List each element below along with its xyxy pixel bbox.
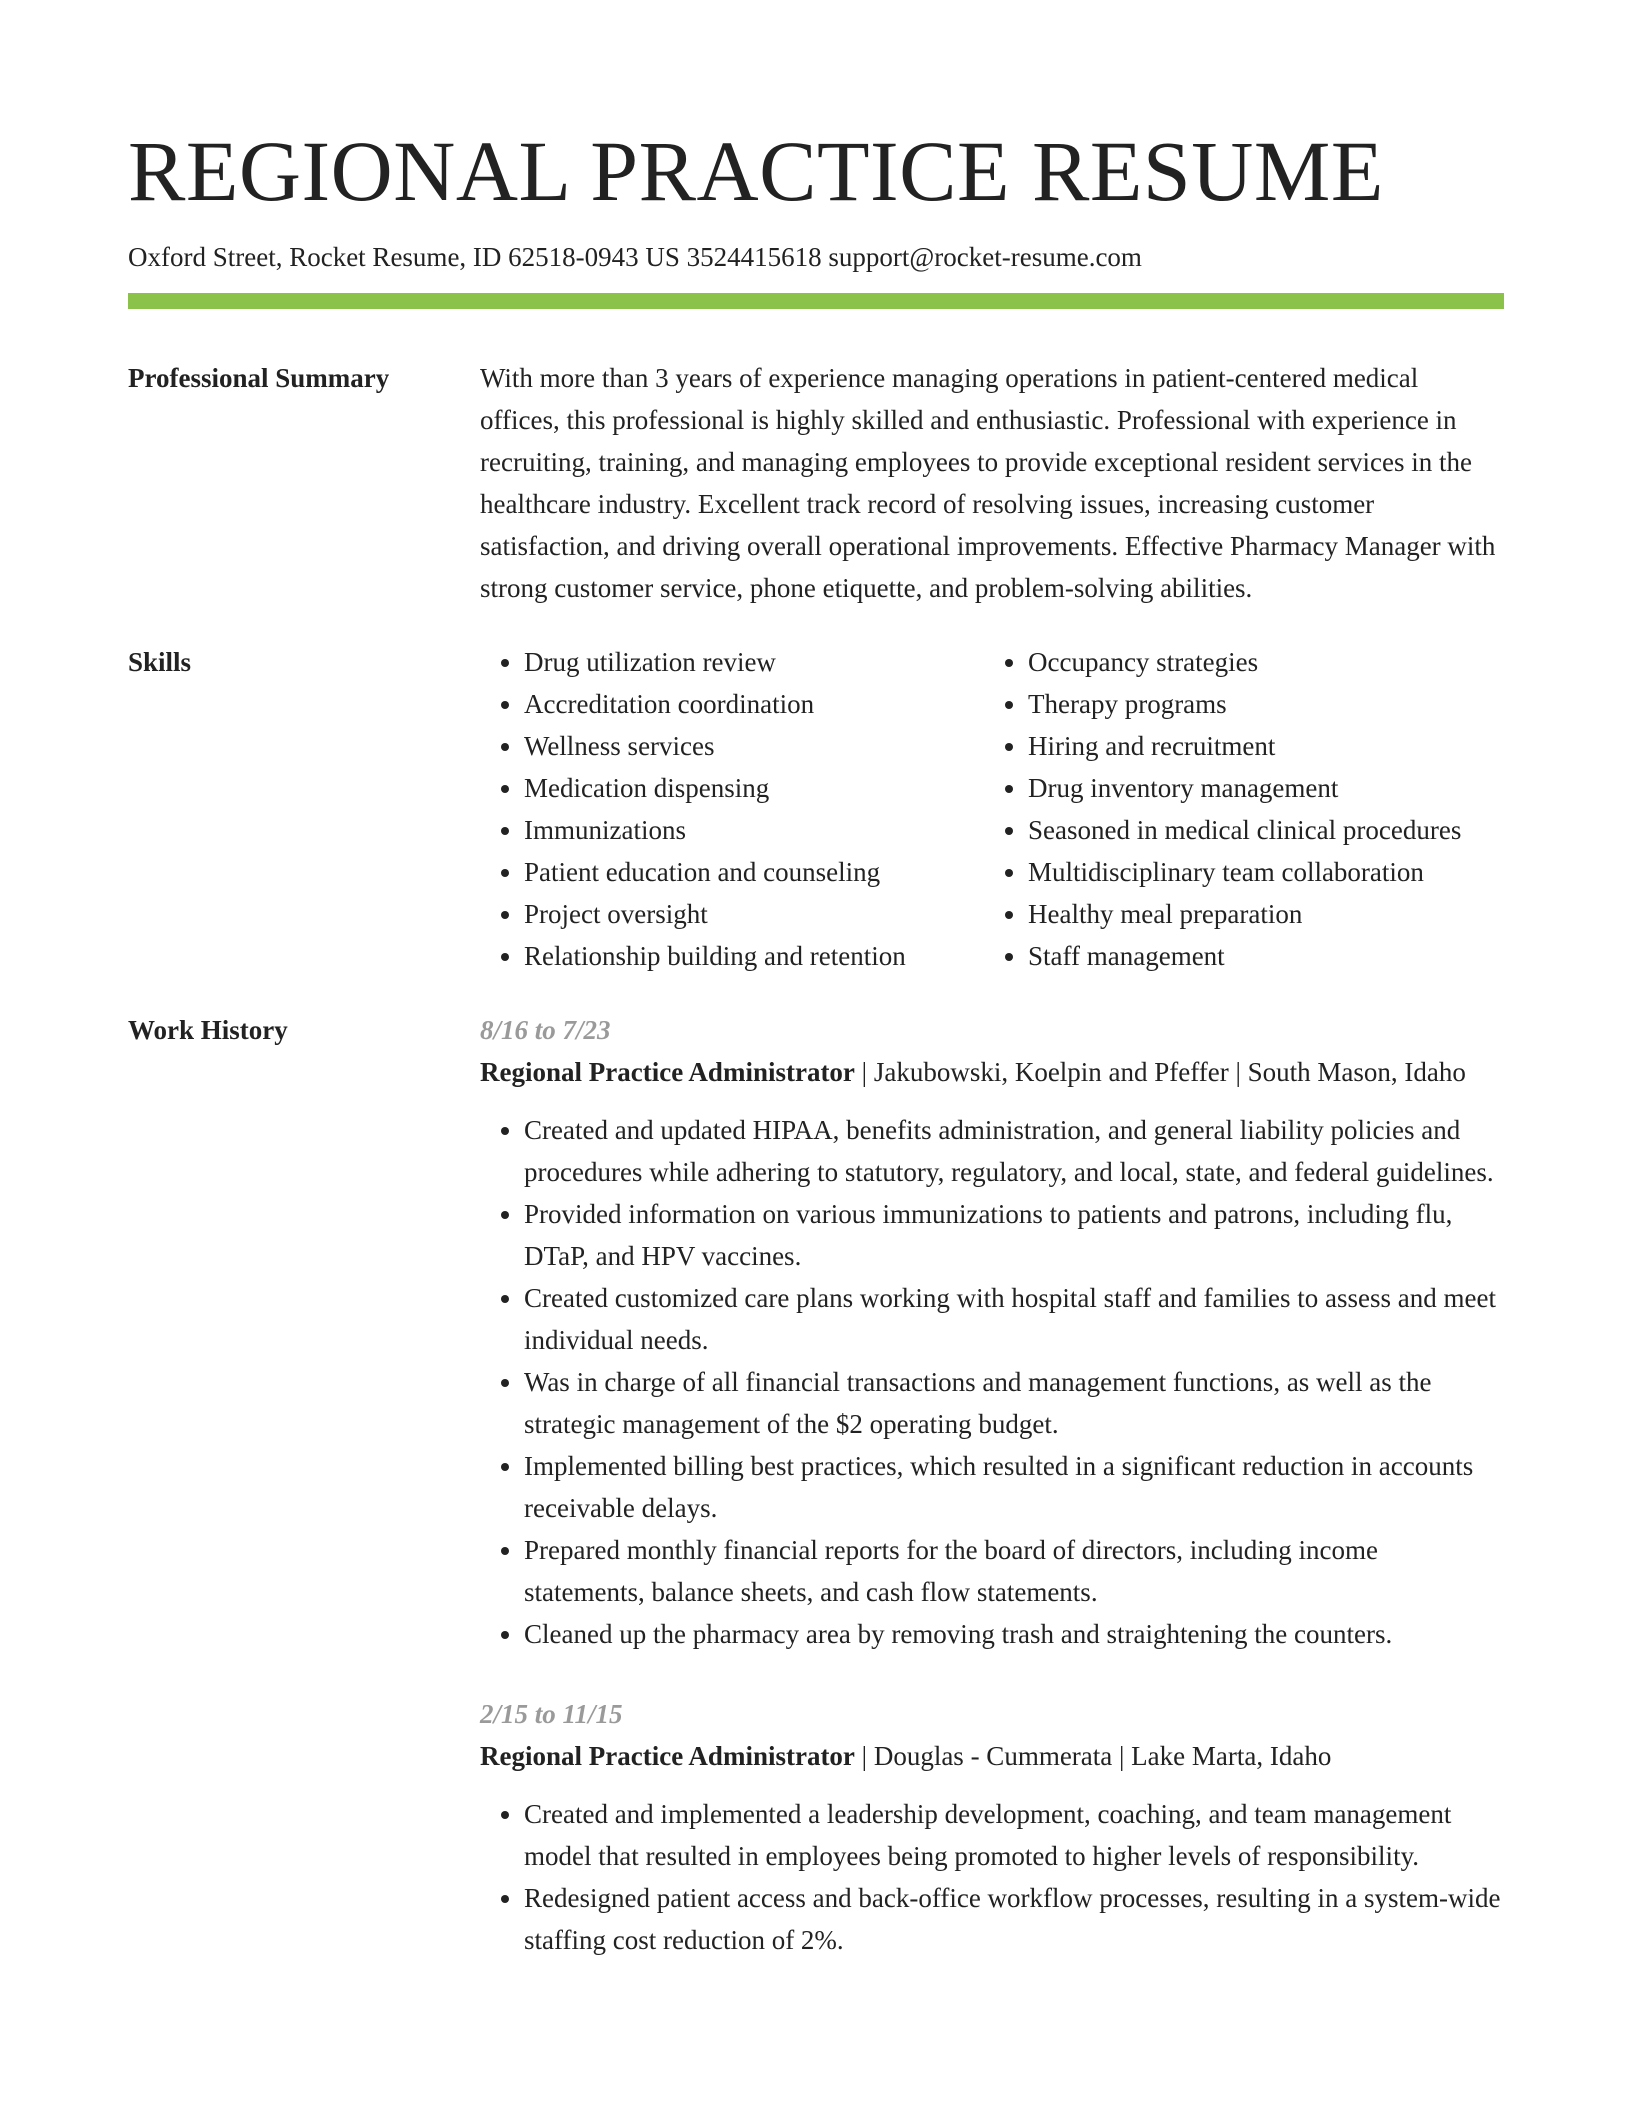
skill-item: • Drug utilization review [524,641,984,683]
skill-item: • Accreditation coordination [524,683,984,725]
contact-line: Oxford Street, Rocket Resume, ID 62518-0943 US 3524415618 support@rocket-resume.com [128,242,1142,272]
skill-item: • Multidisciplinary team collaboration [1028,851,1488,893]
skill-item: • Relationship building and retention [524,935,984,977]
skill-item: • Immunizations [524,809,984,851]
job-bullet: • Created and implemented a leadership development, coaching, and team management model that resulted in employees being promoted to higher levels of responsibility. [524,1793,1504,1877]
job-bullet: • Created customized care plans working with hospital staff and families to assess and meet individual needs. [524,1277,1504,1361]
skills-list-right [984,641,1488,977]
job-bullet: • Created and updated HIPAA, benefits administration, and general liability policies and procedures while adhering to statutory, regulatory, and local, state, and federal guidelines. [524,1109,1504,1193]
skill-item: • Drug inventory management [1028,767,1488,809]
job-title: Regional Practice Administrator [480,1057,855,1087]
skill-item: • Healthy meal preparation [1028,893,1488,935]
job-dates: 2/15 to 11/15 [480,1699,623,1729]
work-history-section [128,1009,1504,1999]
job-bullet: • Was in charge of all financial transactions and management functions, as well as the strategic management of the $2 operating budget. [524,1361,1504,1445]
skill-item: • Occupancy strategies [1028,641,1488,683]
job-bullet: • Implemented billing best practices, which resulted in a significant reduction in accounts receivable delays. [524,1445,1504,1529]
skill-item: • Medication dispensing [524,767,984,809]
job-heading [480,1735,1504,1777]
job-heading [480,1051,1504,1093]
section-title-skills: Skills [128,647,192,677]
skills-body [480,641,1504,977]
resume-page [128,0,1504,1999]
skills-section [128,641,1504,977]
skill-item: • Seasoned in medical clinical procedures [1028,809,1488,851]
skill-item: • Staff management [1028,935,1488,977]
job-entry [480,1693,1504,1961]
skill-item: • Project oversight [524,893,984,935]
skill-item: • Hiring and recruitment [1028,725,1488,767]
summary-body [480,357,1504,609]
skill-item: • Patient education and counseling [524,851,984,893]
section-title-work: Work History [128,1015,288,1045]
resume-name: REGIONAL PRACTICE RESUME [128,123,1384,219]
job-dates: 8/16 to 7/23 [480,1015,611,1045]
job-bullet: • Provided information on various immunizations to patients and patrons, including flu, DTaP, and HPV vaccines. [524,1193,1504,1277]
job-bullet-list [480,1793,1504,1961]
job-employer-location: | Jakubowski, Koelpin and Pfeffer | South Mason, Idaho [854,1057,1466,1087]
skills-list-left [480,641,984,977]
job-bullet-list [480,1109,1504,1655]
skill-item: • Wellness services [524,725,984,767]
job-bullet: • Cleaned up the pharmacy area by removing trash and straightening the counters. [524,1613,1504,1655]
skill-item: • Therapy programs [1028,683,1488,725]
job-bullet: • Prepared monthly financial reports for the board of directors, including income statements, balance sheets, and cash flow statements. [524,1529,1504,1613]
job-title: Regional Practice Administrator [480,1741,855,1771]
accent-divider [128,293,1504,309]
job-employer-location: | Douglas - Cummerata | Lake Marta, Idaho [854,1741,1332,1771]
job-entry [480,1009,1504,1655]
summary-section [128,357,1504,609]
job-bullet: • Redesigned patient access and back-office workflow processes, resulting in a system-wide staffing cost reduction of 2%. [524,1877,1504,1961]
section-title-summary: Professional Summary [128,363,390,393]
work-history-body [480,1009,1504,1999]
summary-text: With more than 3 years of experience managing operations in patient-centered medical offices, this professional is highly skilled and enthusiastic. Professional with experience in recruiting, training, and managing employees to provide exceptional resident services in the healthcare industry. Excellent track record of resolving issues, increasing customer satisfaction, and driving overall operational improvements. Effective Pharmacy Manager with strong customer service, phone etiquette, and problem-solving abilities. [480,363,1496,603]
